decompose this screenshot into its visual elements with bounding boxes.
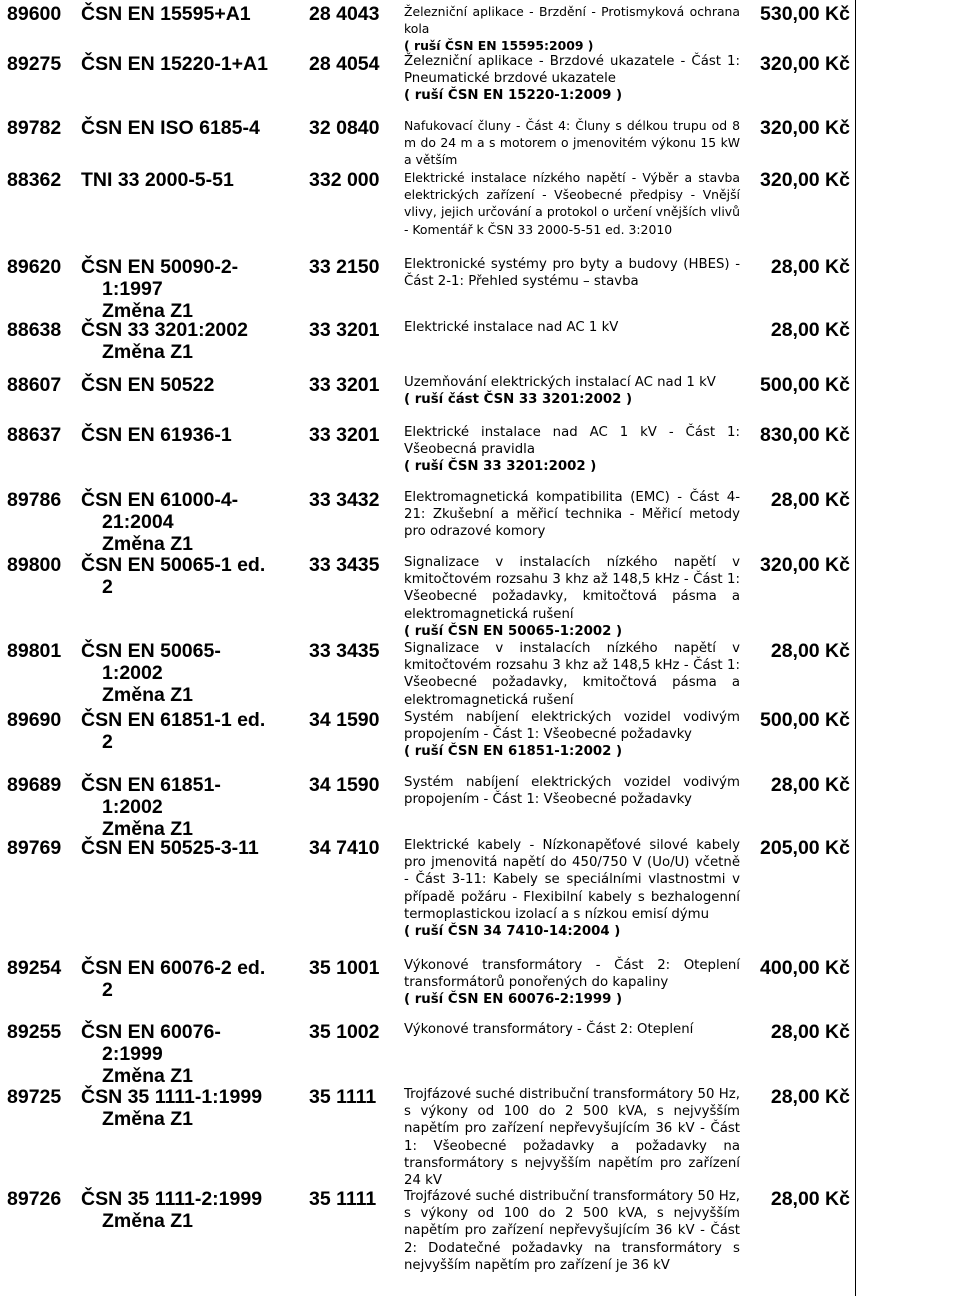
standard-title <box>404 3 740 55</box>
standard-title <box>404 53 740 105</box>
title-text: Elektronické systémy pro byty a budovy (HBES) - Část 2-1: Přehled systému – stavba <box>404 257 740 290</box>
standard-designation <box>81 319 281 363</box>
replaces-note: ( ruší ČSN EN 60076-2:1999 ) <box>404 992 623 1008</box>
standard-designation <box>81 1086 281 1130</box>
standard-designation <box>81 837 281 859</box>
replaces-note: ( ruší část ČSN 33 3201:2002 ) <box>404 392 633 408</box>
standard-title <box>404 489 740 541</box>
designation-line: Změna Z1 <box>102 818 194 840</box>
standard-designation <box>81 374 281 396</box>
designation-line: Změna Z1 <box>102 684 194 706</box>
title-text: Výkonové transformátory - Část 2: Oteplení transformátorů ponořených do kapaliny <box>404 958 740 991</box>
price: 320,00 Kč <box>760 554 850 576</box>
title-text: Trojfázové suché distribuční transformátory 50 Hz, s výkony od 100 do 2 500 kVA, s nejvyšším napětím pro zařízení nepřevyšujícím 36 kV - Část 1: Všeobecné požadavky a požadavky na transformátory s nejvyšším napětím pro zařízení 24 kV <box>404 1087 740 1189</box>
designation-line: ČSN EN ISO 6185-4 <box>81 117 260 139</box>
catalog-number: 88607 <box>7 374 62 396</box>
classification-code: 32 0840 <box>309 117 380 139</box>
designation-line: ČSN EN 61000-4- <box>81 489 239 511</box>
standard-title <box>404 554 740 640</box>
designation-line: ČSN EN 50065-1 ed. <box>81 554 266 576</box>
standard-designation <box>81 256 281 322</box>
designation-line: ČSN EN 50522 <box>81 374 215 396</box>
designation-line: Změna Z1 <box>102 533 194 555</box>
catalog-number: 89275 <box>7 53 62 75</box>
standard-title <box>404 256 740 290</box>
classification-code: 35 1001 <box>309 957 380 979</box>
standard-title <box>404 424 740 476</box>
designation-line: 2 <box>102 979 113 1001</box>
title-text: Signalizace v instalacích nízkého napětí v kmitočtovém rozsahu 3 khz až 148,5 kHz - Část 1: Všeobecné požadavky, kmitočtová pásma a elektromagnetická rušení <box>404 641 740 708</box>
standard-designation <box>81 774 281 840</box>
catalog-number: 89801 <box>7 640 62 662</box>
standard-title <box>404 640 740 709</box>
designation-line: ČSN EN 60076- <box>81 1021 221 1043</box>
title-text: Nafukovací čluny - Část 4: Čluny s délkou trupu od 8 m do 24 m a s motorem o jmenovitém výkonu 15 kW a větším <box>404 118 740 168</box>
standard-designation <box>81 640 281 706</box>
classification-code: 33 3201 <box>309 424 380 446</box>
designation-line: ČSN EN 50065- <box>81 640 221 662</box>
standard-title <box>404 374 740 408</box>
classification-code: 332 000 <box>309 169 380 191</box>
title-text: Železniční aplikace - Brzdové ukazatele - Část 1: Pneumatické brzdové ukazatele <box>404 54 740 87</box>
price: 320,00 Kč <box>760 117 850 139</box>
standard-designation <box>81 1188 281 1232</box>
designation-line: ČSN EN 15595+A1 <box>81 3 251 25</box>
classification-code: 28 4054 <box>309 53 380 75</box>
price: 320,00 Kč <box>760 53 850 75</box>
designation-line: ČSN EN 50090-2- <box>81 256 239 278</box>
designation-line: ČSN EN 60076-2 ed. <box>81 957 266 979</box>
catalog-number: 89600 <box>7 3 62 25</box>
price: 400,00 Kč <box>760 957 850 979</box>
standard-designation <box>81 554 281 598</box>
designation-line: 1:1997 <box>102 278 163 300</box>
title-text: Výkonové transformátory - Část 2: Oteplení <box>404 1022 694 1037</box>
title-text: Elektrické instalace nízkého napětí - Výběr a stavba elektrických zařízení - Všeobecné předpisy - Vnější vlivy, jejich určování a protokol o určení vnějších vlivů - Komentář k ČSN 33 2000-5-51 ed. 3:2010 <box>404 170 740 237</box>
title-text: Železniční aplikace - Brzdění - Protismyková ochrana kola <box>404 4 740 37</box>
catalog-number: 89726 <box>7 1188 62 1210</box>
catalog-number: 89786 <box>7 489 62 511</box>
designation-line: Změna Z1 <box>102 1065 194 1087</box>
classification-code: 34 1590 <box>309 774 380 796</box>
standard-designation <box>81 169 281 191</box>
replaces-note: ( ruší ČSN EN 15595:2009 ) <box>404 38 594 54</box>
title-text: Elektrické kabely - Nízkonapěťové silové kabely pro jmenovitá napětí do 450/750 V (Uo/U) včetně - Část 3-11: Kabely se speciálními vlastnostmi v případě požáru - Flexibilní kabely s bezhalogenní termoplastickou izolací a s nízkou emisí dýmu <box>404 838 740 922</box>
title-text: Elektromagnetická kompatibilita (EMC) - Část 4-21: Zkušební a měřicí technika - Měřicí metody pro odrazové komory <box>404 490 740 540</box>
replaces-note: ( ruší ČSN 34 7410-14:2004 ) <box>404 924 621 940</box>
price: 530,00 Kč <box>760 3 850 25</box>
replaces-note: ( ruší ČSN EN 61851-1:2002 ) <box>404 744 623 760</box>
standard-designation <box>81 424 281 446</box>
designation-line: ČSN EN 61851-1 ed. <box>81 709 266 731</box>
standard-designation <box>81 117 281 139</box>
classification-code: 33 3435 <box>309 640 380 662</box>
classification-code: 33 3432 <box>309 489 380 511</box>
price: 28,00 Kč <box>770 489 850 511</box>
classification-code: 33 2150 <box>309 256 380 278</box>
price: 28,00 Kč <box>770 1086 850 1108</box>
catalog-number: 89255 <box>7 1021 62 1043</box>
replaces-note: ( ruší ČSN 33 3201:2002 ) <box>404 459 597 475</box>
standard-title <box>404 774 740 808</box>
designation-line: ČSN EN 61936-1 <box>81 424 232 446</box>
catalog-number: 89690 <box>7 709 62 731</box>
designation-line: ČSN EN 50525-3-11 <box>81 837 259 859</box>
standard-title <box>404 1188 740 1274</box>
standard-designation <box>81 709 281 753</box>
catalog-number: 89725 <box>7 1086 62 1108</box>
title-text: Elektrické instalace nad AC 1 kV - Část 1: Všeobecná pravidla <box>404 425 740 458</box>
designation-line: 2 <box>102 576 113 598</box>
price: 28,00 Kč <box>770 640 850 662</box>
catalog-number: 88637 <box>7 424 62 446</box>
catalog-number: 89782 <box>7 117 62 139</box>
title-text: Signalizace v instalacích nízkého napětí v kmitočtovém rozsahu 3 khz až 148,5 kHz - Část 1: Všeobecné požadavky, kmitočtová pásma a elektromagnetická rušení <box>404 555 740 622</box>
title-text: Systém nabíjení elektrických vozidel vodivým propojením - Část 1: Všeobecné požadavky <box>404 775 740 808</box>
designation-line: 21:2004 <box>102 511 174 533</box>
classification-code: 35 1111 <box>309 1086 377 1108</box>
price: 28,00 Kč <box>770 319 850 341</box>
price: 28,00 Kč <box>770 774 850 796</box>
standard-title <box>404 709 740 761</box>
standard-title <box>404 117 740 169</box>
standard-title <box>404 1086 740 1189</box>
designation-line: Změna Z1 <box>102 341 194 363</box>
designation-line: Změna Z1 <box>102 300 194 322</box>
classification-code: 33 3435 <box>309 554 380 576</box>
classification-code: 28 4043 <box>309 3 380 25</box>
classification-code: 35 1111 <box>309 1188 377 1210</box>
designation-line: TNI 33 2000-5-51 <box>81 169 234 191</box>
standard-title <box>404 169 740 238</box>
title-text: Systém nabíjení elektrických vozidel vodivým propojením - Část 1: Všeobecné požadavky <box>404 710 740 743</box>
classification-code: 34 1590 <box>309 709 380 731</box>
catalog-number: 89689 <box>7 774 62 796</box>
designation-line: ČSN EN 61851- <box>81 774 221 796</box>
standard-title <box>404 1021 740 1038</box>
catalog-number: 88638 <box>7 319 62 341</box>
price: 28,00 Kč <box>770 256 850 278</box>
standard-title <box>404 319 740 336</box>
catalog-number: 89254 <box>7 957 62 979</box>
standard-designation <box>81 957 281 1001</box>
classification-code: 33 3201 <box>309 374 380 396</box>
catalog-number: 89800 <box>7 554 62 576</box>
price: 28,00 Kč <box>770 1188 850 1210</box>
designation-line: ČSN EN 15220-1+A1 <box>81 53 268 75</box>
column-divider <box>855 0 856 1296</box>
designation-line: ČSN 33 3201:2002 <box>81 319 248 341</box>
standard-designation <box>81 3 281 25</box>
designation-line: Změna Z1 <box>102 1210 194 1232</box>
price: 830,00 Kč <box>760 424 850 446</box>
title-text: Uzemňování elektrických instalací AC nad 1 kV <box>404 375 716 390</box>
classification-code: 34 7410 <box>309 837 380 859</box>
designation-line: ČSN 35 1111-2:1999 <box>81 1188 263 1210</box>
classification-code: 35 1002 <box>309 1021 380 1043</box>
designation-line: ČSN 35 1111-1:1999 <box>81 1086 263 1108</box>
price: 500,00 Kč <box>760 709 850 731</box>
replaces-note: ( ruší ČSN EN 15220-1:2009 ) <box>404 88 623 104</box>
catalog-number: 89620 <box>7 256 62 278</box>
price: 205,00 Kč <box>760 837 850 859</box>
catalog-number: 89769 <box>7 837 62 859</box>
designation-line: 1:2002 <box>102 796 163 818</box>
replaces-note: ( ruší ČSN EN 50065-1:2002 ) <box>404 623 623 639</box>
price: 500,00 Kč <box>760 374 850 396</box>
standard-title <box>404 837 740 940</box>
standard-designation <box>81 489 281 555</box>
price: 320,00 Kč <box>760 169 850 191</box>
standard-designation <box>81 53 281 75</box>
standard-designation <box>81 1021 281 1087</box>
title-text: Trojfázové suché distribuční transformátory 50 Hz, s výkony od 100 do 2 500 kVA, s nejvyšším napětím pro zařízení nepřevyšujícím 36 kV - Část 2: Dodatečné požadavky na transformátory s nejvyšším napětím pro zařízení je 36 kV <box>404 1189 740 1273</box>
catalog-number: 88362 <box>7 169 62 191</box>
designation-line: 2 <box>102 731 113 753</box>
designation-line: 1:2002 <box>102 662 163 684</box>
designation-line: Změna Z1 <box>102 1108 194 1130</box>
designation-line: 2:1999 <box>102 1043 163 1065</box>
classification-code: 33 3201 <box>309 319 380 341</box>
standard-title <box>404 957 740 1009</box>
title-text: Elektrické instalace nad AC 1 kV <box>404 320 619 335</box>
price: 28,00 Kč <box>770 1021 850 1043</box>
